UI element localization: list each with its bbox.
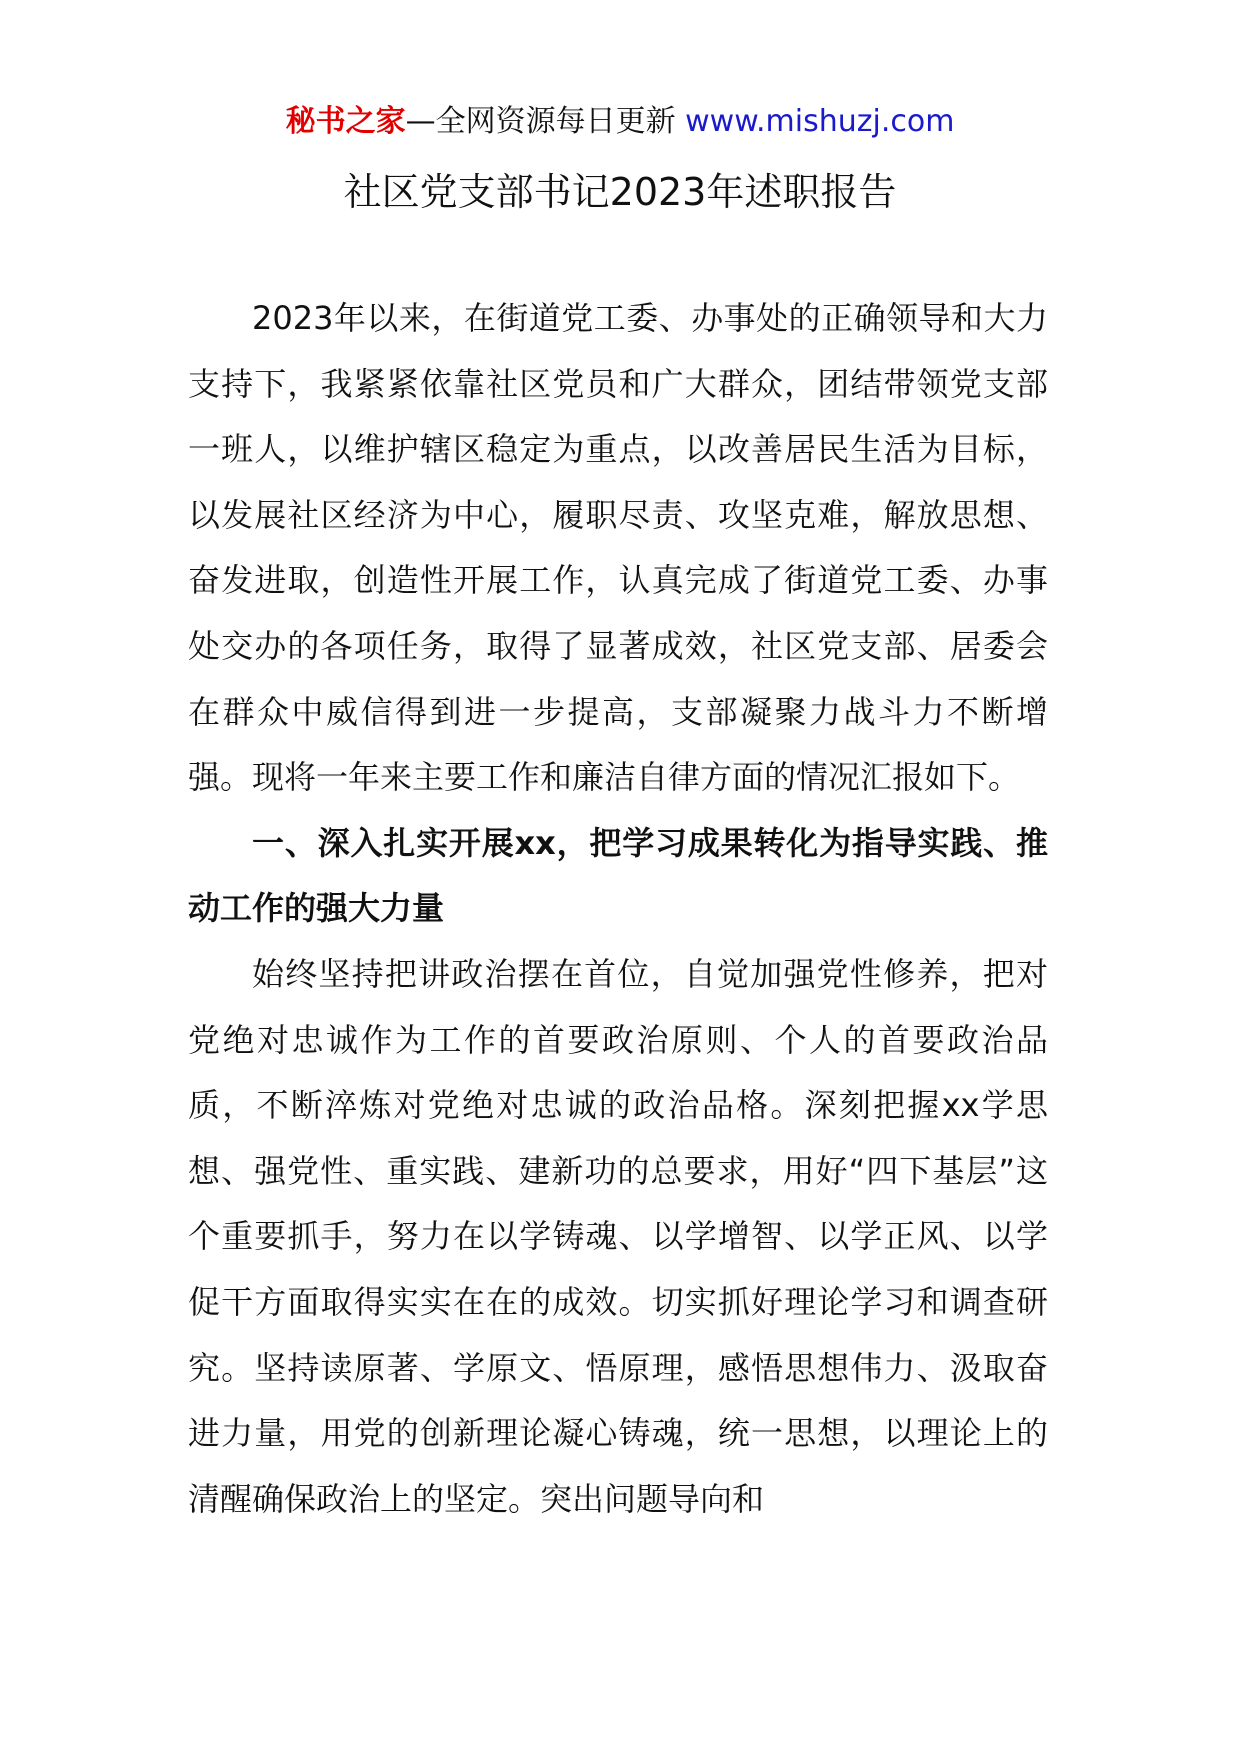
document-body <box>188 286 1048 1532</box>
site-header <box>0 100 1240 144</box>
section-heading-1: 一、深入扎实开展xx，把学习成果转化为指导实践、推动工作的强大力量 <box>188 823 1048 928</box>
section-1-paragraph: 始终坚持把讲政治摆在首位，自觉加强党性修养，把对党绝对忠诚作为工作的首要政治原则、个人的首要政治品质，不断淬炼对党绝对忠诚的政治品格。深刻把握xx学思想、强党性、重实践、建新功的总要求，用好“四下基层”这个重要抓手，努力在以学铸魂、以学增智、以学正风、以学促干方面取得实实在在的成效。切实抓好理论学习和调查研究。坚持读原著、学原文、悟原理，感悟思想伟力、汲取奋进力量，用党的创新理论凝心铸魂，统一思想，以理论上的清醒确保政治上的坚定。突出问题导向和 <box>188 954 1048 1518</box>
intro-paragraph: 2023年以来，在街道党工委、办事处的正确领导和大力支持下，我紧紧依靠社区党员和广大群众，团结带领党支部一班人，以维护辖区稳定为重点，以改善居民生活为目标，以发展社区经济为中心，履职尽责、攻坚克难，解放思想、奋发进取，创造性开展工作，认真完成了街道党工委、办事处交办的各项任务，取得了显著成效，社区党支部、居委会在群众中威信得到进一步提高，支部凝聚力战斗力不断增强。现将一年来主要工作和廉洁自律方面的情况汇报如下。 <box>188 299 1048 797</box>
site-brand: 秘书之家 <box>285 104 406 139</box>
document-title: 社区党支部书记2023年述职报告 <box>343 170 897 214</box>
site-tagline: —全网资源每日更新 <box>405 104 686 139</box>
site-url-link[interactable]: www.mishuzj.com <box>685 104 955 139</box>
